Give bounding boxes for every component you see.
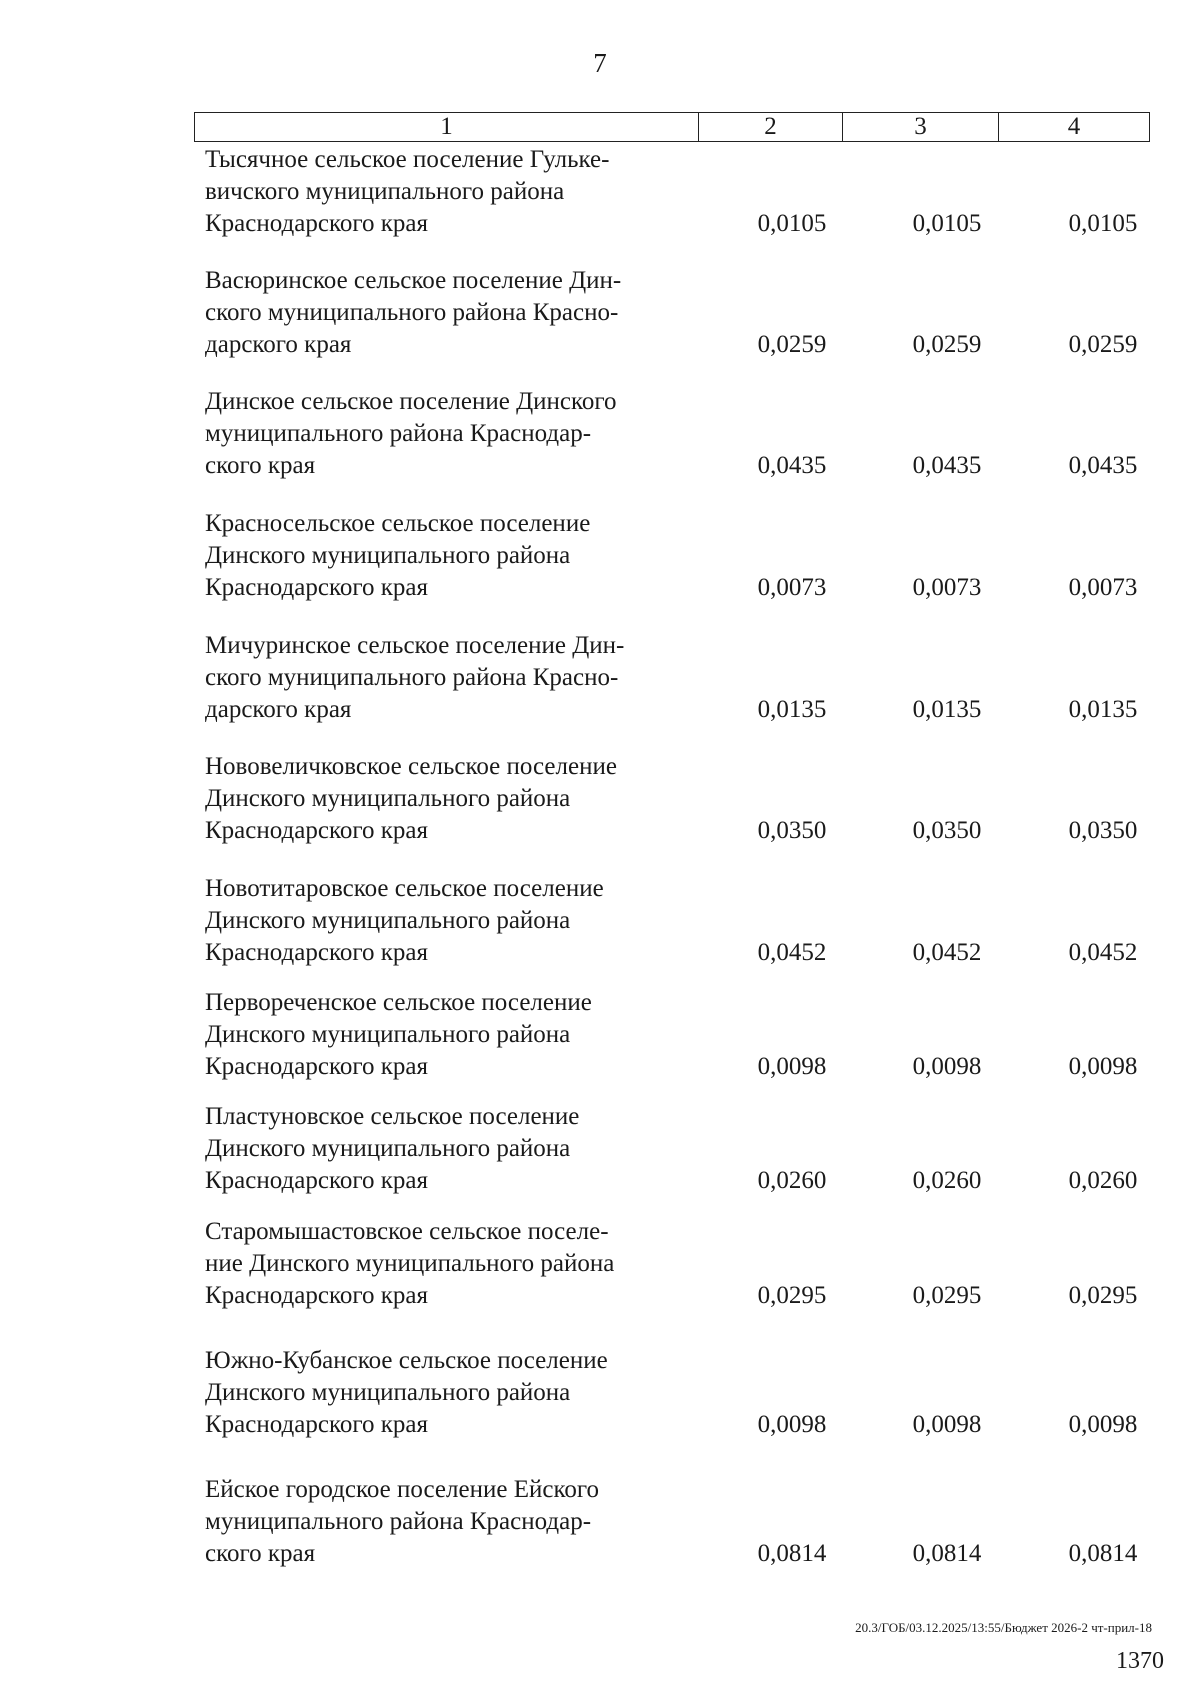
value-col-3: 0,0098 bbox=[912, 1053, 982, 1080]
value-col-2: 0,0073 bbox=[757, 574, 827, 601]
value-col-2: 0,0105 bbox=[757, 210, 827, 237]
value-col-3: 0,0814 bbox=[912, 1540, 982, 1567]
value-col-3: 0,0350 bbox=[912, 817, 982, 844]
settlement-name: Красносельское сельское поселение Динского муниципального района Краснодарского края bbox=[205, 510, 591, 601]
value-col-3: 0,0135 bbox=[912, 696, 982, 723]
table-row bbox=[0, 873, 1200, 969]
value-col-3: 0,0105 bbox=[912, 210, 982, 237]
value-col-4: 0,0073 bbox=[1068, 574, 1138, 601]
value-col-2: 0,0259 bbox=[757, 331, 827, 358]
settlement-name: Ейское городское поселение Ейского муниципального района Краснодар- ского края bbox=[205, 1476, 599, 1567]
value-col-4: 0,0098 bbox=[1068, 1411, 1138, 1438]
value-col-3: 0,0259 bbox=[912, 331, 982, 358]
table-row bbox=[0, 1216, 1200, 1312]
value-col-2: 0,0295 bbox=[757, 1282, 827, 1309]
header-col-2: 2 bbox=[699, 113, 843, 141]
table-row bbox=[0, 386, 1200, 482]
footer-page-number: 1370 bbox=[1116, 1648, 1164, 1674]
table-row bbox=[0, 1345, 1200, 1441]
value-col-3: 0,0295 bbox=[912, 1282, 982, 1309]
value-col-4: 0,0105 bbox=[1068, 210, 1138, 237]
value-col-3: 0,0435 bbox=[912, 452, 982, 479]
page-number: 7 bbox=[593, 48, 607, 78]
value-col-3: 0,0260 bbox=[912, 1167, 982, 1194]
value-col-4: 0,0259 bbox=[1068, 331, 1138, 358]
settlement-name: Нововеличковское сельское поселение Динского муниципального района Краснодарского края bbox=[205, 753, 617, 844]
value-col-3: 0,0452 bbox=[912, 939, 982, 966]
header-col-3: 3 bbox=[843, 113, 999, 141]
table-row bbox=[0, 265, 1200, 361]
value-col-4: 0,0260 bbox=[1068, 1167, 1138, 1194]
table-row bbox=[0, 508, 1200, 604]
value-col-2: 0,0098 bbox=[757, 1411, 827, 1438]
table-header bbox=[194, 112, 1150, 142]
settlement-name: Новотитаровское сельское поселение Динского муниципального района Краснодарского края bbox=[205, 875, 604, 966]
value-col-2: 0,0135 bbox=[757, 696, 827, 723]
value-col-4: 0,0098 bbox=[1068, 1053, 1138, 1080]
value-col-2: 0,0435 bbox=[757, 452, 827, 479]
value-col-4: 0,0435 bbox=[1068, 452, 1138, 479]
value-col-4: 0,0135 bbox=[1068, 696, 1138, 723]
table-row bbox=[0, 144, 1200, 240]
value-col-4: 0,0452 bbox=[1068, 939, 1138, 966]
value-col-2: 0,0814 bbox=[757, 1540, 827, 1567]
settlement-name: Старомышастовское сельское поселе- ние Динского муниципального района Краснодарского края bbox=[205, 1218, 615, 1309]
settlement-name: Южно-Кубанское сельское поселение Динского муниципального района Краснодарского края bbox=[205, 1347, 608, 1438]
settlement-name: Мичуринское сельское поселение Дин- ского муниципального района Красно- дарского края bbox=[205, 632, 625, 723]
document-code: 20.3/ГОБ/03.12.2025/13:55/Бюджет 2026-2 чт-прил-18 bbox=[855, 1620, 1152, 1635]
table-row bbox=[0, 630, 1200, 726]
value-col-4: 0,0295 bbox=[1068, 1282, 1138, 1309]
table-row bbox=[0, 751, 1200, 847]
header-col-4: 4 bbox=[1067, 113, 1081, 140]
table-row bbox=[0, 1474, 1200, 1570]
value-col-2: 0,0452 bbox=[757, 939, 827, 966]
value-col-3: 0,0098 bbox=[912, 1411, 982, 1438]
settlement-name: Васюринское сельское поселение Дин- ского муниципального района Красно- дарского края bbox=[205, 267, 622, 358]
settlement-name: Тысячное сельское поселение Гульке- вичского муниципального района Краснодарского края bbox=[205, 146, 610, 237]
header-col-1: 1 bbox=[195, 113, 699, 141]
table-row bbox=[0, 1101, 1200, 1197]
value-col-2: 0,0260 bbox=[757, 1167, 827, 1194]
value-col-2: 0,0098 bbox=[757, 1053, 827, 1080]
value-col-4: 0,0350 bbox=[1068, 817, 1138, 844]
value-col-3: 0,0073 bbox=[912, 574, 982, 601]
table-row bbox=[0, 987, 1200, 1083]
value-col-2: 0,0350 bbox=[757, 817, 827, 844]
value-col-4: 0,0814 bbox=[1068, 1540, 1138, 1567]
settlement-name: Динское сельское поселение Динского муниципального района Краснодар- ского края bbox=[205, 388, 617, 479]
settlement-name: Первореченское сельское поселение Динского муниципального района Краснодарского края bbox=[205, 989, 592, 1080]
settlement-name: Пластуновское сельское поселение Динского муниципального района Краснодарского края bbox=[205, 1103, 580, 1194]
